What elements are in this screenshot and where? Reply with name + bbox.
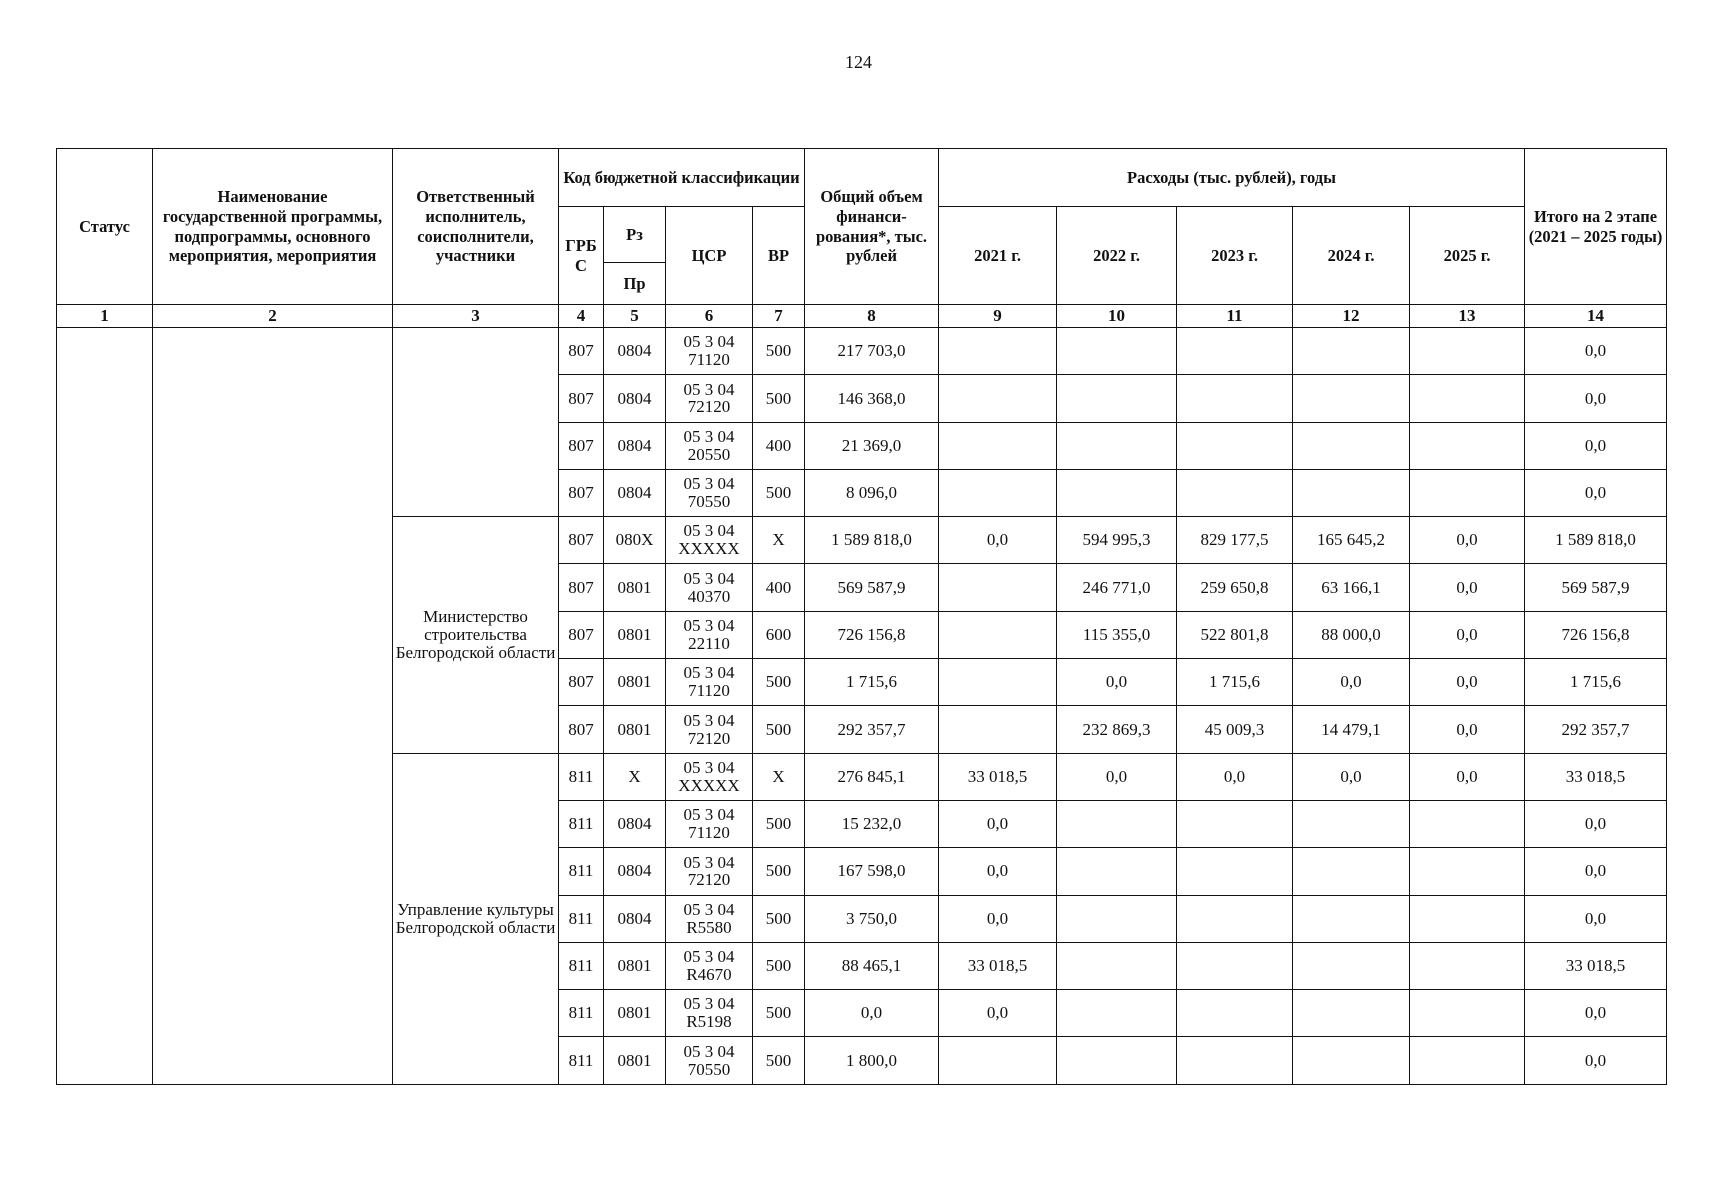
csr-line: R5580	[686, 917, 732, 937]
column-number: 4	[559, 305, 604, 328]
csr-line: 71120	[688, 350, 730, 370]
cell-csr	[666, 517, 753, 564]
cell-y2025: 0,0	[1410, 706, 1525, 753]
cell-csr	[666, 659, 753, 706]
cell-y2024	[1293, 848, 1410, 895]
cell-y2025	[1410, 1037, 1525, 1084]
cell-grbs: 811	[559, 990, 604, 1037]
cell-y2023	[1177, 328, 1293, 375]
cell-csr	[666, 990, 753, 1037]
cell-rzpr: 0801	[604, 990, 666, 1037]
header-vr: ВР	[753, 207, 805, 305]
cell-grbs: 807	[559, 375, 604, 422]
header-expenses-group: Расходы (тыс. рублей), годы	[939, 149, 1525, 207]
cell-grbs: 807	[559, 328, 604, 375]
cell-y2022: 115 355,0	[1057, 611, 1177, 658]
cell-y2024: 165 645,2	[1293, 517, 1410, 564]
cell-y2025: 0,0	[1410, 517, 1525, 564]
cell-total: 1 589 818,0	[805, 517, 939, 564]
cell-vr: 500	[753, 990, 805, 1037]
cell-vr: 500	[753, 942, 805, 989]
column-number: 1	[57, 305, 153, 328]
cell-y2023	[1177, 1037, 1293, 1084]
cell-y2023	[1177, 469, 1293, 516]
cell-y2024	[1293, 1037, 1410, 1084]
cell-y2025: 0,0	[1410, 564, 1525, 611]
cell-y2024: 0,0	[1293, 659, 1410, 706]
cell-y2023	[1177, 942, 1293, 989]
executor-ministry: Министерство строительства Белгородской области	[393, 517, 559, 753]
cell-itogo: 0,0	[1525, 422, 1667, 469]
cell-csr	[666, 611, 753, 658]
cell-y2021	[939, 564, 1057, 611]
cell-y2025: 0,0	[1410, 611, 1525, 658]
cell-y2022	[1057, 469, 1177, 516]
cell-csr	[666, 848, 753, 895]
cell-y2021	[939, 1037, 1057, 1084]
cell-y2024	[1293, 469, 1410, 516]
cell-itogo: 0,0	[1525, 1037, 1667, 1084]
header-name: Наименование государственной программы, подпрограммы, основного мероприятия, мероприятия	[153, 149, 393, 305]
header-executor: Ответственный исполнитель, соисполнители, участники	[393, 149, 559, 305]
csr-line: 70550	[687, 1059, 731, 1079]
csr-line: 40370	[687, 586, 731, 606]
executor-cell	[393, 328, 559, 517]
cell-csr	[666, 328, 753, 375]
cell-y2023	[1177, 375, 1293, 422]
csr-line: XXXXX	[678, 775, 740, 795]
cell-rzpr: 0804	[604, 328, 666, 375]
header-year: 2024 г.	[1293, 207, 1410, 305]
cell-y2025	[1410, 990, 1525, 1037]
cell-itogo: 33 018,5	[1525, 753, 1667, 800]
csr-line: 05 3 04	[683, 757, 735, 777]
cell-y2022	[1057, 990, 1177, 1037]
column-number: 6	[666, 305, 753, 328]
table-body	[57, 328, 1667, 1085]
cell-y2024	[1293, 375, 1410, 422]
cell-itogo: 0,0	[1525, 328, 1667, 375]
cell-grbs: 811	[559, 942, 604, 989]
cell-itogo: 0,0	[1525, 848, 1667, 895]
column-number: 2	[153, 305, 393, 328]
cell-y2025	[1410, 375, 1525, 422]
cell-rzpr: 0801	[604, 659, 666, 706]
cell-csr	[666, 942, 753, 989]
cell-vr: 500	[753, 848, 805, 895]
cell-total: 217 703,0	[805, 328, 939, 375]
cell-itogo: 1 715,6	[1525, 659, 1667, 706]
csr-line: 05 3 04	[683, 852, 735, 872]
cell-y2021	[939, 375, 1057, 422]
cell-y2021: 0,0	[939, 517, 1057, 564]
cell-y2025	[1410, 895, 1525, 942]
header-status: Статус	[57, 149, 153, 305]
column-number: 3	[393, 305, 559, 328]
cell-rzpr: 0804	[604, 848, 666, 895]
cell-rzpr: 0801	[604, 706, 666, 753]
cell-csr	[666, 800, 753, 847]
csr-line: 05 3 04	[683, 521, 735, 541]
csr-line: 72120	[687, 870, 731, 890]
cell-y2022	[1057, 942, 1177, 989]
cell-grbs: 807	[559, 706, 604, 753]
cell-grbs: 811	[559, 895, 604, 942]
cell-y2024: 88 000,0	[1293, 611, 1410, 658]
csr-line: 05 3 04	[683, 379, 735, 399]
csr-line: 70550	[687, 492, 731, 512]
cell-y2023: 1 715,6	[1177, 659, 1293, 706]
cell-vr: X	[753, 753, 805, 800]
cell-y2021	[939, 611, 1057, 658]
cell-y2021: 33 018,5	[939, 753, 1057, 800]
column-number: 9	[939, 305, 1057, 328]
cell-y2021: 0,0	[939, 895, 1057, 942]
cell-vr: 500	[753, 469, 805, 516]
cell-y2023	[1177, 895, 1293, 942]
cell-y2025	[1410, 800, 1525, 847]
cell-itogo: 292 357,7	[1525, 706, 1667, 753]
cell-grbs: 811	[559, 1037, 604, 1084]
header-year: 2021 г.	[939, 207, 1057, 305]
cell-y2023	[1177, 422, 1293, 469]
cell-total: 15 232,0	[805, 800, 939, 847]
csr-line: 71120	[688, 681, 730, 701]
cell-grbs: 811	[559, 848, 604, 895]
cell-vr: 600	[753, 611, 805, 658]
csr-line: 72120	[687, 728, 731, 748]
cell-grbs: 811	[559, 800, 604, 847]
cell-grbs: 807	[559, 659, 604, 706]
cell-total: 167 598,0	[805, 848, 939, 895]
column-number: 11	[1177, 305, 1293, 328]
cell-csr	[666, 469, 753, 516]
cell-y2023	[1177, 848, 1293, 895]
cell-itogo: 726 156,8	[1525, 611, 1667, 658]
cell-y2021: 0,0	[939, 800, 1057, 847]
cell-rzpr: 0804	[604, 375, 666, 422]
cell-csr	[666, 753, 753, 800]
cell-y2022: 232 869,3	[1057, 706, 1177, 753]
csr-line: 05 3 04	[683, 568, 735, 588]
cell-rzpr: 0801	[604, 611, 666, 658]
cell-csr	[666, 422, 753, 469]
cell-itogo: 0,0	[1525, 895, 1667, 942]
cell-rzpr: 0801	[604, 1037, 666, 1084]
header-year: 2025 г.	[1410, 207, 1525, 305]
budget-table	[56, 148, 1667, 1085]
cell-y2023	[1177, 800, 1293, 847]
cell-rzpr: 0801	[604, 942, 666, 989]
header-csr: ЦСР	[666, 207, 753, 305]
cell-y2022	[1057, 328, 1177, 375]
csr-line: 05 3 04	[683, 616, 735, 636]
csr-line: 05 3 04	[683, 332, 735, 352]
cell-y2023: 829 177,5	[1177, 517, 1293, 564]
cell-itogo: 0,0	[1525, 990, 1667, 1037]
executor-culture: Управление культуры Белгородской области	[393, 753, 559, 1084]
cell-y2023: 522 801,8	[1177, 611, 1293, 658]
cell-y2025	[1410, 942, 1525, 989]
cell-y2024	[1293, 422, 1410, 469]
cell-vr: 500	[753, 375, 805, 422]
cell-y2023: 0,0	[1177, 753, 1293, 800]
cell-y2021: 0,0	[939, 848, 1057, 895]
header-year: 2022 г.	[1057, 207, 1177, 305]
cell-y2024	[1293, 328, 1410, 375]
header-year: 2023 г.	[1177, 207, 1293, 305]
cell-vr: X	[753, 517, 805, 564]
csr-line: 05 3 04	[683, 474, 735, 494]
cell-total: 1 715,6	[805, 659, 939, 706]
cell-y2022: 0,0	[1057, 659, 1177, 706]
cell-y2021: 0,0	[939, 990, 1057, 1037]
cell-y2024	[1293, 800, 1410, 847]
cell-grbs: 807	[559, 517, 604, 564]
csr-line: R5198	[686, 1012, 732, 1032]
cell-y2025	[1410, 469, 1525, 516]
csr-line: XXXXX	[678, 539, 740, 559]
cell-itogo: 33 018,5	[1525, 942, 1667, 989]
cell-y2022: 594 995,3	[1057, 517, 1177, 564]
csr-line: 05 3 04	[683, 1041, 735, 1061]
csr-line: 05 3 04	[683, 994, 735, 1014]
cell-csr	[666, 1037, 753, 1084]
column-number: 13	[1410, 305, 1525, 328]
csr-line: 05 3 04	[683, 426, 735, 446]
cell-vr: 400	[753, 422, 805, 469]
header-itogo: Итого на 2 этапе (2021 – 2025 годы)	[1525, 149, 1667, 305]
cell-grbs: 807	[559, 469, 604, 516]
cell-vr: 500	[753, 659, 805, 706]
header-total-volume: Общий объем финанси- рования*, тыс. рублей	[805, 149, 939, 305]
cell-total: 146 368,0	[805, 375, 939, 422]
cell-itogo: 569 587,9	[1525, 564, 1667, 611]
csr-line: 05 3 04	[683, 805, 735, 825]
cell-csr	[666, 375, 753, 422]
csr-line: R4670	[686, 965, 732, 984]
cell-y2024: 14 479,1	[1293, 706, 1410, 753]
table-row	[57, 328, 1667, 375]
cell-y2022	[1057, 1037, 1177, 1084]
column-number: 10	[1057, 305, 1177, 328]
cell-vr: 400	[753, 564, 805, 611]
cell-vr: 500	[753, 895, 805, 942]
cell-y2024	[1293, 990, 1410, 1037]
cell-total: 88 465,1	[805, 942, 939, 989]
cell-total: 1 800,0	[805, 1037, 939, 1084]
cell-y2025	[1410, 328, 1525, 375]
cell-y2024	[1293, 895, 1410, 942]
status-cell	[57, 328, 153, 1085]
cell-rzpr: X	[604, 753, 666, 800]
header-grbs: ГРБ С	[559, 207, 604, 305]
csr-line: 71120	[688, 823, 730, 843]
cell-rzpr: 0804	[604, 469, 666, 516]
cell-vr: 500	[753, 328, 805, 375]
csr-line: 05 3 04	[683, 947, 735, 967]
cell-y2023	[1177, 990, 1293, 1037]
cell-total: 569 587,9	[805, 564, 939, 611]
cell-y2025	[1410, 848, 1525, 895]
cell-csr	[666, 895, 753, 942]
column-number: 12	[1293, 305, 1410, 328]
cell-csr	[666, 706, 753, 753]
column-number: 14	[1525, 305, 1667, 328]
cell-y2022	[1057, 800, 1177, 847]
cell-y2023: 259 650,8	[1177, 564, 1293, 611]
csr-line: 72120	[687, 397, 731, 417]
cell-itogo: 1 589 818,0	[1525, 517, 1667, 564]
cell-y2022	[1057, 848, 1177, 895]
cell-y2021	[939, 469, 1057, 516]
cell-vr: 500	[753, 1037, 805, 1084]
cell-grbs: 811	[559, 753, 604, 800]
cell-total: 276 845,1	[805, 753, 939, 800]
cell-vr: 500	[753, 706, 805, 753]
cell-y2023: 45 009,3	[1177, 706, 1293, 753]
cell-itogo: 0,0	[1525, 800, 1667, 847]
cell-y2021	[939, 328, 1057, 375]
header-rz: Рз	[604, 207, 666, 263]
cell-itogo: 0,0	[1525, 469, 1667, 516]
header-pr: Пр	[604, 263, 666, 305]
cell-total: 292 357,7	[805, 706, 939, 753]
column-number: 7	[753, 305, 805, 328]
cell-y2021: 33 018,5	[939, 942, 1057, 989]
column-number: 5	[604, 305, 666, 328]
cell-y2024	[1293, 942, 1410, 989]
cell-y2021	[939, 659, 1057, 706]
page-number: 124	[845, 52, 872, 72]
header-code-group: Код бюджетной классификации	[559, 149, 805, 207]
cell-y2021	[939, 422, 1057, 469]
cell-grbs: 807	[559, 611, 604, 658]
cell-rzpr: 0804	[604, 895, 666, 942]
cell-rzpr: 0804	[604, 800, 666, 847]
cell-total: 726 156,8	[805, 611, 939, 658]
cell-grbs: 807	[559, 564, 604, 611]
column-number: 8	[805, 305, 939, 328]
cell-y2022	[1057, 895, 1177, 942]
csr-line: 05 3 04	[683, 710, 735, 730]
cell-csr	[666, 564, 753, 611]
cell-total: 21 369,0	[805, 422, 939, 469]
csr-line: 05 3 04	[683, 663, 735, 683]
cell-total: 8 096,0	[805, 469, 939, 516]
cell-rzpr: 0804	[604, 422, 666, 469]
cell-y2024: 0,0	[1293, 753, 1410, 800]
cell-itogo: 0,0	[1525, 375, 1667, 422]
cell-y2022	[1057, 375, 1177, 422]
cell-y2022: 0,0	[1057, 753, 1177, 800]
cell-rzpr: 0801	[604, 564, 666, 611]
cell-y2025	[1410, 422, 1525, 469]
program-name-cell	[153, 328, 393, 1085]
cell-y2022: 246 771,0	[1057, 564, 1177, 611]
cell-total: 3 750,0	[805, 895, 939, 942]
cell-grbs: 807	[559, 422, 604, 469]
cell-y2022	[1057, 422, 1177, 469]
cell-y2024: 63 166,1	[1293, 564, 1410, 611]
cell-vr: 500	[753, 800, 805, 847]
cell-total: 0,0	[805, 990, 939, 1037]
csr-line: 22110	[688, 633, 730, 653]
cell-y2025: 0,0	[1410, 753, 1525, 800]
cell-y2025: 0,0	[1410, 659, 1525, 706]
csr-line: 05 3 04	[683, 899, 735, 919]
cell-y2021	[939, 706, 1057, 753]
csr-line: 20550	[687, 444, 731, 464]
cell-rzpr: 080X	[604, 517, 666, 564]
